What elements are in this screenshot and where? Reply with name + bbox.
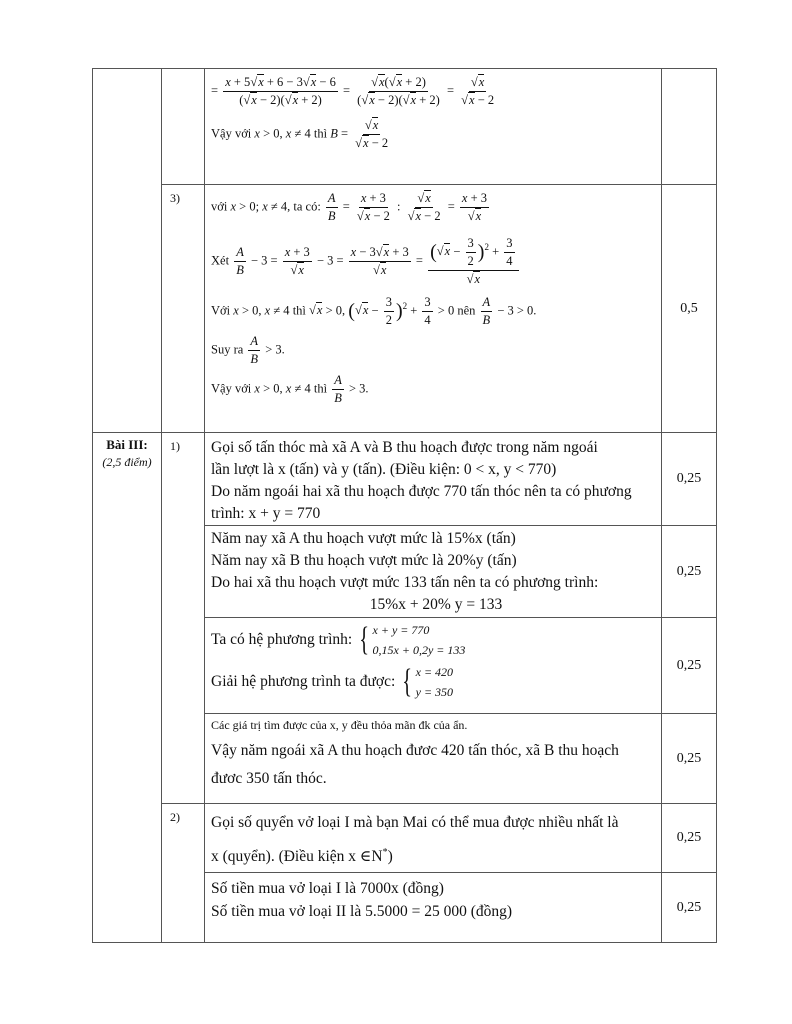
formula-a-over-b: với x > 0; x ≠ 4, ta có: $\frac{A}{B}$ = x + 3 √ x − 2 : √ x √ x − 2 = x + 3 √ x [205, 185, 661, 224]
label-thi: thì [313, 126, 328, 141]
conclusion-b: Vậy với x > 0, x ≠ 4 thì B = √ x √ x − 2 [205, 108, 661, 151]
part-number: 1) [162, 433, 205, 804]
part-cell-empty [162, 69, 205, 185]
formula-simplify: = $\frac{x + 5√ x + 6 - 3√ x - 6}{(√ x - 2)(√ x + 2)}$ = √ $\frac{x(√ x + 2)}{(√ x - 2)(√ x + 2)}$ = √ x √ x − 2 [205, 69, 661, 108]
bai3-cell [93, 433, 162, 943]
bai3-points: (2,5 điểm) [102, 455, 152, 469]
content-cell [205, 618, 662, 714]
bai3-title: Bài III: [106, 437, 148, 452]
score-value: 0,25 [662, 433, 717, 526]
table-row [93, 804, 717, 873]
table-row [93, 185, 717, 433]
score-value: 0,25 [662, 618, 717, 714]
system-two: Giải hệ phương trình ta được: { x = 420 y = 350 [211, 663, 454, 700]
score-value: 0,25 [662, 714, 717, 804]
score-value: 0,5 [662, 185, 717, 433]
part-number: 3) [162, 185, 205, 433]
content-cell [205, 185, 662, 433]
content-cell: Gọi số tấn thóc mà xã A và B thu hoạch được trong năm ngoái lần lượt là x (tấn) và y (tấn). (Điều kiện: 0 < x, y < 770) Do năm ngoái hai xã thu hoạch được 770 tấn thóc nên ta có phương trình: x + y = 770 [205, 433, 662, 526]
score-value: 0,25 [662, 804, 717, 873]
system-one: Ta có hệ phương trình: { x + y = 770 0,15x + 0,2y = 133 [211, 621, 466, 658]
content-cell [205, 69, 662, 185]
content-cell: Gọi số quyển vở loại I mà bạn Mai có thể mua được nhiều nhất là x (quyển). (Điều kiện x ∈N*) [205, 804, 662, 873]
formula-xet: Xét $\frac{A}{B}$ − 3 = x + 3 √ x − 3 = x − 3√ x + 3 √ x = (√ x − $\frac{3}{2}$ )$^2$ + $\frac{3}{4}$ √ x [205, 224, 661, 287]
answer-table [92, 68, 717, 943]
score-value: 0,25 [662, 873, 717, 943]
table-row [93, 433, 717, 526]
content-cell: Năm nay xã A thu hoạch vượt mức là 15%x (tấn) Năm nay xã B thu hoạch vượt mức là 20%y (tấn) Do hai xã thu hoạch vượt mức 133 tấn nên ta có phương trình: 15%x + 20% y = 133 [205, 526, 662, 618]
formula-voi-cap: Với x > 0, x ≠ 4 thì √ x > 0, (√ x − $\frac{3}{2}$ )$^2$ + $\frac{3}{4}$ > 0 nên $\frac{A}{B}$ − 3 > 0. [205, 287, 661, 328]
formula-suy-ra: Suy ra $\frac{A}{B}$ > 3. [211, 334, 285, 366]
formula-vay: Vậy với x > 0, x ≠ 4 thì $\frac{A}{B}$ > 3. [211, 373, 369, 405]
bai-cell-previous [93, 69, 162, 433]
content-cell: Các giá trị tìm được của x, y đều thỏa mãn đk của ẩn. Vậy năm ngoái xã A thu hoạch đươc 420 tấn thóc, xã B thu hoạch đươc 350 tấn thóc. [205, 714, 662, 804]
score-cell-empty [662, 69, 717, 185]
content-cell: Số tiền mua vở loại I là 7000x (đồng) Số tiền mua vở loại II là 5.5000 = 25 000 (đồng) [205, 873, 662, 943]
label-vay-voi: Vậy với [211, 126, 252, 141]
part-number: 2) [162, 804, 205, 943]
table-row [93, 69, 717, 185]
score-value: 0,25 [662, 526, 717, 618]
